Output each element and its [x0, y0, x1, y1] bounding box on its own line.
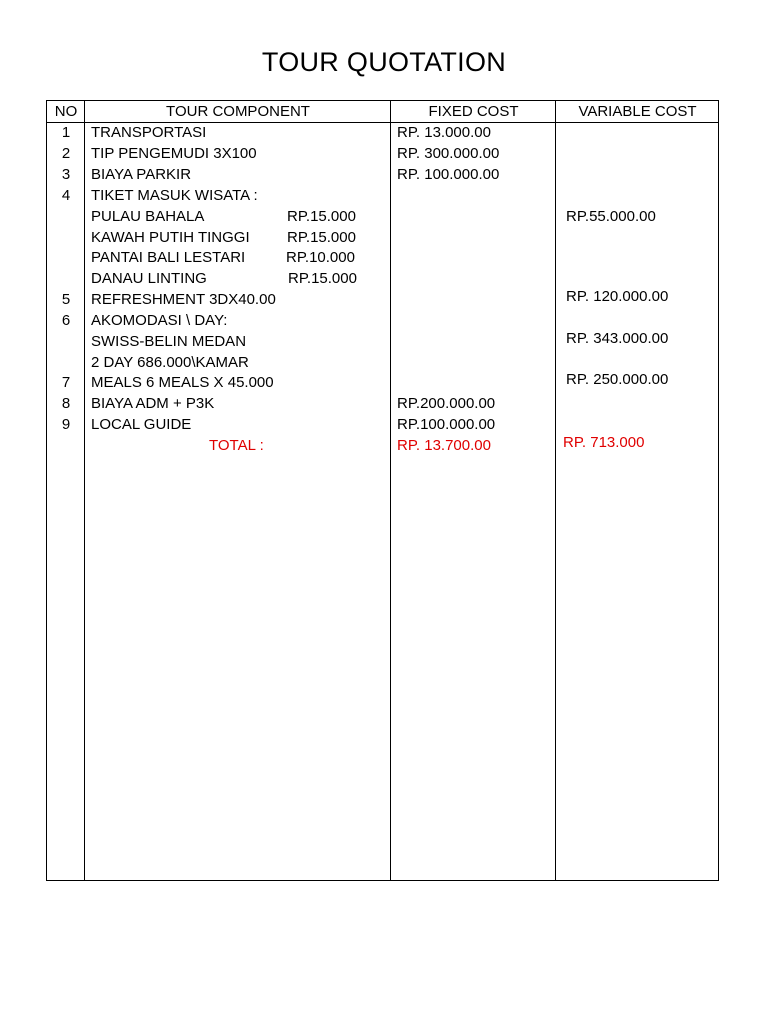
component-label: PULAU BAHALA — [91, 208, 205, 225]
fixed-cost-value: RP. 300.000.00 — [397, 145, 500, 162]
component-label: PANTAI BALI LESTARI — [91, 249, 246, 266]
header-variable-cost: VARIABLE COST — [578, 103, 697, 120]
header-tour-component: TOUR COMPONENT — [166, 103, 310, 120]
component-label: MEALS 6 MEALS X 45.000 — [91, 374, 274, 391]
total-fixed-cost: RP. 13.700.00 — [397, 437, 491, 454]
variable-cost-value: RP.55.000.00 — [566, 208, 656, 225]
column-divider — [84, 101, 85, 880]
component-label: BIAYA ADM + P3K — [91, 395, 215, 412]
ticket-price: RP.15.000 — [288, 270, 357, 287]
variable-cost-value: RP. 120.000.00 — [566, 288, 669, 305]
fixed-cost-value: RP.200.000.00 — [397, 395, 496, 412]
component-label: REFRESHMENT 3DX40.00 — [91, 291, 276, 308]
row-number: 6 — [61, 312, 71, 329]
component-label: TIKET MASUK WISATA : — [91, 187, 258, 204]
row-number: 5 — [61, 291, 71, 308]
header-fixed-cost: FIXED COST — [428, 103, 519, 120]
component-label: KAWAH PUTIH TINGGI — [91, 229, 250, 246]
ticket-price: RP.10.000 — [286, 249, 355, 266]
column-divider — [555, 101, 556, 880]
page-title: TOUR QUOTATION — [261, 47, 507, 77]
component-label: AKOMODASI \ DAY: — [91, 312, 228, 329]
row-number: 1 — [61, 124, 71, 141]
fixed-cost-value: RP.100.000.00 — [397, 416, 496, 433]
component-label: 2 DAY 686.000\KAMAR — [91, 354, 249, 371]
variable-cost-value: RP. 250.000.00 — [566, 371, 669, 388]
quotation-table — [46, 100, 719, 881]
ticket-price: RP.15.000 — [287, 229, 356, 246]
row-number: 3 — [61, 166, 71, 183]
ticket-price: RP.15.000 — [287, 208, 356, 225]
row-number: 4 — [61, 187, 71, 204]
component-label: LOCAL GUIDE — [91, 416, 192, 433]
row-number: 9 — [61, 416, 71, 433]
row-number: 7 — [61, 374, 71, 391]
total-variable-cost: RP. 713.000 — [563, 434, 645, 451]
component-label: BIAYA PARKIR — [91, 166, 192, 183]
total-label: TOTAL : — [209, 437, 264, 454]
header-no: NO — [54, 103, 78, 120]
component-label: SWISS-BELIN MEDAN — [91, 333, 247, 350]
row-number: 2 — [61, 145, 71, 162]
column-divider — [390, 101, 391, 880]
row-number: 8 — [61, 395, 71, 412]
fixed-cost-value: RP. 100.000.00 — [397, 166, 500, 183]
component-label: TRANSPORTASI — [91, 124, 207, 141]
fixed-cost-value: RP. 13.000.00 — [397, 124, 491, 141]
component-label: DANAU LINTING — [91, 270, 207, 287]
variable-cost-value: RP. 343.000.00 — [566, 330, 669, 347]
component-label: TIP PENGEMUDI 3X100 — [91, 145, 257, 162]
